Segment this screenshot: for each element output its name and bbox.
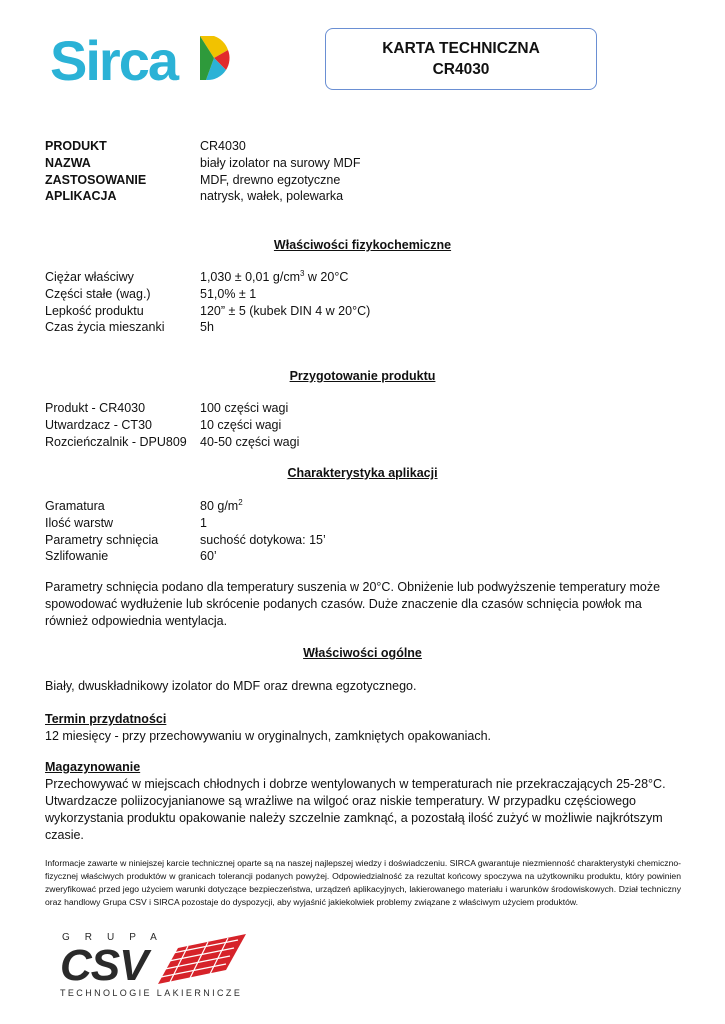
drying-note: Parametry schnięcia podano dla temperatury suszenia w 20°C. Obniżenie lub podwyższenie temperatury może spowodować wydłużenie lub skrócenie podanych czasów. Duże znaczenie dla czasów schnięcia powłok ma również odpowiednia wentylacja. xyxy=(45,580,661,628)
storage-text: Przechowywać w miejscach chłodnych i dobrze wentylowanych w temperaturach nie przekraczających 25-28°C. Utwardzacze poliizocyjanianowe są wrażliwe na wilgoć oraz niskie temperatury. W przypadku częściowego wykorzystania produktu opakowanie należy szczelnie zamknąć, a pozostałą ilość zużyć w możliwie najkrótszym czasie. xyxy=(45,777,666,842)
usage-value: MDF, drewno egzotyczne xyxy=(200,172,341,187)
prep-thinner-value: 40-50 części wagi xyxy=(200,434,300,449)
density-label: Ciężar właściwy xyxy=(45,270,134,284)
potlife-value: 5h xyxy=(200,320,214,335)
drying-label: Parametry schnięcia xyxy=(45,532,159,547)
csv-logo-main-text: CSV xyxy=(60,941,148,990)
prep-product-label: Produkt - CR4030 xyxy=(45,401,146,415)
disclaimer: Informacje zawarte w niniejszej karcie technicznej oparte są na naszej najlepszej wiedzy i doświadczeniu. SIRCA gwarantuje niezmienność charakterystyki chemiczno-fizycznej właściwych produktów w granicach tolerancji podanych powyżej. Odpowiedzialność za rezultat końcowy spoczywa na użytkowniku produktu, który powinien zweryfikować przed jego użyciem warunki dotyczące bezpieczeństwa, urządzeń aplikacyjnych, lakierowanego materiału i warunków środowiskowych. Dział techniczny oraz handlowy Grupa CSV i SIRCA pozostaje do dyspozycji, aby wyjaśnić jakiekolwiek problemy związane z właściwym użyciem produktów. xyxy=(45,858,681,907)
drying-value: suchość dotykowa: 15’ xyxy=(200,532,326,547)
name-label: NAZWA xyxy=(45,155,91,170)
prep-thinner-label: Rozcieńczalnik - DPU809 xyxy=(45,434,187,449)
product-code-title: CR4030 xyxy=(432,61,490,78)
csv-logo-top-text: GRUPA xyxy=(62,932,172,943)
document-title: KARTA TECHNICZNA xyxy=(382,40,540,57)
solids-value: 51,0% ± 1 xyxy=(200,286,257,301)
general-text: Biały, dwuskładnikowy izolator do MDF oraz drewna egzotycznego. xyxy=(45,679,417,693)
shelf-life-section xyxy=(45,711,675,745)
storage-section xyxy=(45,759,675,844)
prep-hardener-value: 10 części wagi xyxy=(200,417,282,432)
physchem-table xyxy=(45,269,370,336)
csv-logo-bottom-text: TECHNOLOGIE LAKIERNICZE xyxy=(60,988,243,998)
coverage-label: Gramatura xyxy=(45,499,105,513)
sirca-logo-text: Sirca xyxy=(50,29,177,88)
viscosity-value: 120” ± 5 (kubek DIN 4 w 20°C) xyxy=(200,303,371,318)
application-table xyxy=(45,498,326,565)
usage-label: ZASTOSOWANIE xyxy=(45,172,147,187)
prep-hardener-label: Utwardzacz - CT30 xyxy=(45,417,152,432)
preparation-table xyxy=(45,400,299,450)
coverage-value: 80 $g/m^2$ xyxy=(200,497,243,513)
general-heading: Właściwości ogólne xyxy=(303,646,422,660)
application-label: APLIKACJA xyxy=(45,189,117,204)
prep-product-value: 100 części wagi xyxy=(200,401,289,415)
product-label: PRODUKT xyxy=(45,139,107,153)
preparation-heading: Przygotowanie produktu xyxy=(289,369,436,383)
shelf-life-title: Termin przydatności xyxy=(45,712,167,726)
shelf-life-text: 12 miesięcy - przy przechowywaniu w oryginalnych, zamkniętych opakowaniach. xyxy=(45,729,492,743)
application-value: natrysk, wałek, polewarka xyxy=(200,189,344,204)
product-value: CR4030 xyxy=(200,139,246,153)
layers-label: Ilość warstw xyxy=(45,515,114,530)
sirca-logo xyxy=(48,28,238,88)
name-value: biały izolator na surowy MDF xyxy=(200,155,361,170)
solids-label: Części stałe (wag.) xyxy=(45,286,151,301)
product-info xyxy=(45,138,360,205)
application-heading: Charakterystyka aplikacji xyxy=(287,466,438,480)
sanding-value: 60’ xyxy=(200,549,217,564)
physchem-heading: Właściwości fizykochemiczne xyxy=(273,238,452,252)
csv-logo xyxy=(58,930,253,1010)
viscosity-label: Lepkość produktu xyxy=(45,303,144,318)
storage-title: Magazynowanie xyxy=(45,760,141,774)
layers-value: 1 xyxy=(200,515,207,530)
title-box xyxy=(325,28,597,90)
potlife-label: Czas życia mieszanki xyxy=(45,320,165,335)
sanding-label: Szlifowanie xyxy=(45,549,109,564)
density-value: 1,030 ± 0,01 $g/cm^3$ w 20°C xyxy=(200,268,349,284)
